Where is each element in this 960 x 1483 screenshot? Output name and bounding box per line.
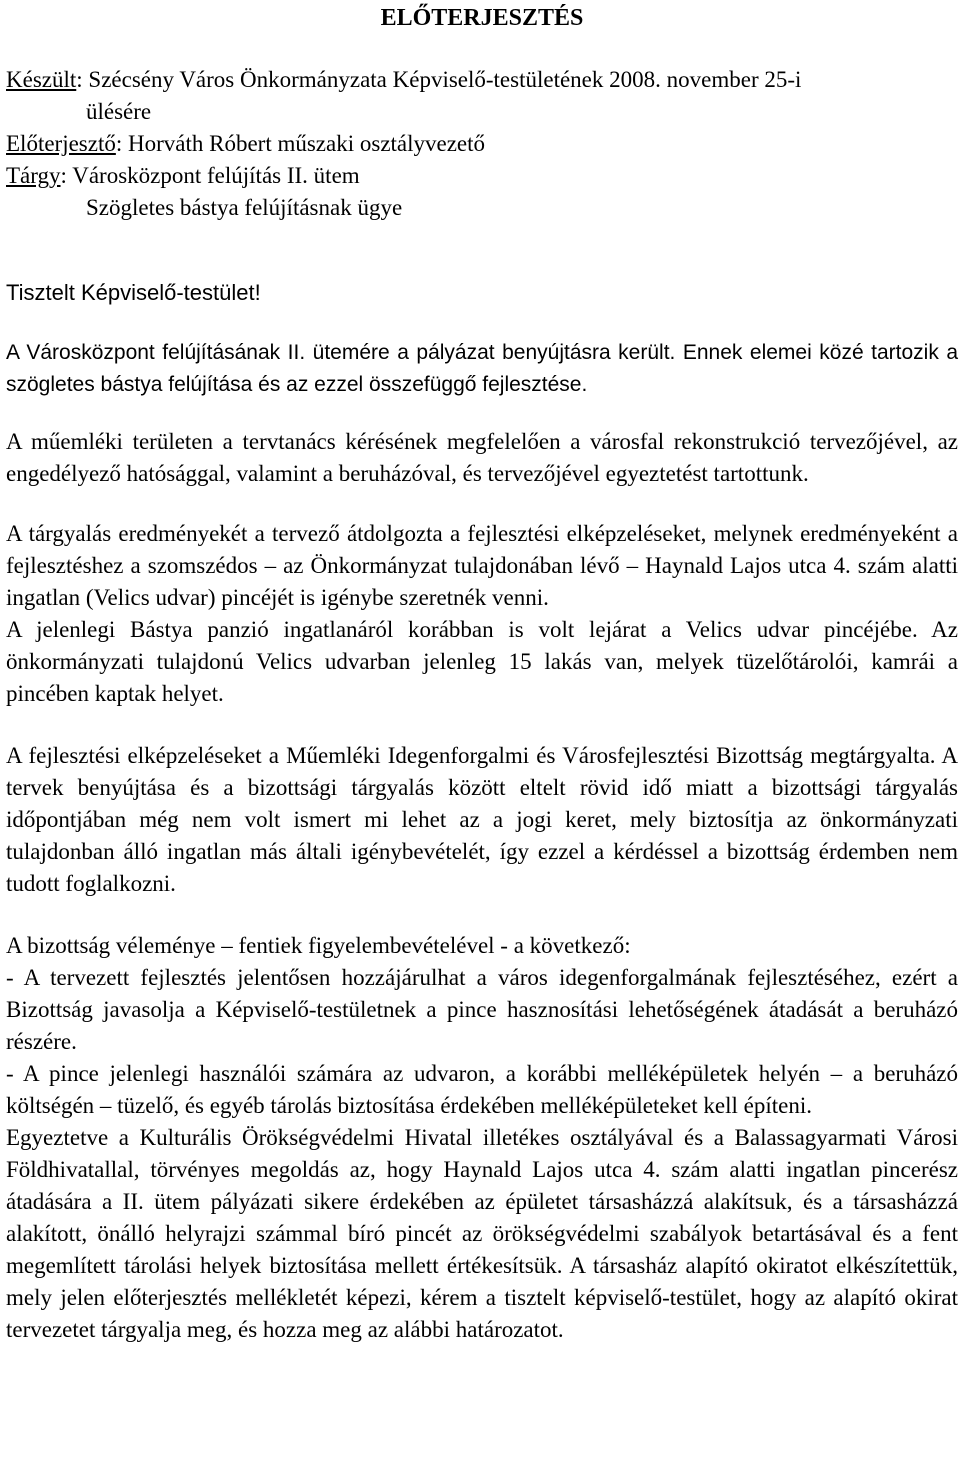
meta-eloterjeszto (6, 128, 958, 160)
paragraph-4: A fejlesztési elképzeléseket a Műemléki Idegenforgalmi és Városfejlesztési Bizottság megtárgyalta. A tervek benyújtása és a bizottsági tárgyalás között eltelt rövid idő miatt a bizottsági tárgyalás időpontjában még nem volt ismert mi lehet az a jogi keret, mely biztosítja az önkormányzati tulajdonban álló ingatlan más általi igénybevételét, így ezzel a kérdéssel a bizottság érdemben nem tudott foglalkozni. (6, 743, 958, 896)
document-title: ELŐTERJESZTÉS (380, 5, 584, 31)
meta-keszult (6, 64, 958, 96)
meta-eloterjeszto-label: Előterjesztő (6, 131, 116, 156)
paragraph-2: A tárgyalás eredményekét a tervező átdolgozta a fejlesztési elképzeléseket, melynek eredményeként a fejlesztéshez a szomszédos – az Önkormányzat tulajdonában lévő – Haynald Lajos utca 4. szám alatti ingatlan (Velics udvar) pincéjét is igénybe szeretnék venni. (6, 521, 958, 610)
document-page (6, 0, 958, 1346)
meta-keszult-label: Készült (6, 67, 77, 92)
meta-targy-cont: Szögletes bástya felújításnak ügye (86, 195, 403, 220)
paragraph-8: Egyeztetve a Kulturális Örökségvédelmi Hivatal illetékes osztályával és a Balassagyarmati Városi Földhivatallal, törvényes megoldás az, hogy Haynald Lajos utca 4. szám alatti ingatlan pincerész átadására a II. ütem pályázati sikere érdekében az épületet társasházzá alakítsuk, és a társasházzá alakított, önálló helyrajzi számmal bíró pincét az örökségvédelmi szabályok betartásával és a fent megemlített tárolási helyek biztosítása mellett értékesítsük. A társasház alapító okiratot elkészítettük, mely jelen előterjesztés mellékletét képezi, kérem a tisztelt képviselő-testület, hogy az alapító okirat tervezetet tárgyalja meg, és hozza meg az alábbi határozatot. (6, 1125, 958, 1342)
paragraph-5: A bizottság véleménye – fentiek figyelembevételével - a következő: (6, 933, 631, 958)
meta-keszult-cont: ülésére (86, 99, 152, 124)
meta-eloterjeszto-value: : Horváth Róbert műszaki osztályvezető (115, 131, 486, 156)
meta-keszult-value: : Szécsény Város Önkormányzata Képviselő-testületének 2008. november 25-i (76, 67, 802, 92)
paragraph-1: A műemléki területen a tervtanács kérésének megfelelően a városfal rekonstrukció tervezőjével, az engedélyező hatósággal, valamint a beruházóval, és tervezőjével egyeztetést tartottunk. (6, 429, 958, 486)
paragraph-6: - A tervezett fejlesztés jelentősen hozzájárulhat a város idegenforgalmának fejlesztéséhez, ezért a Bizottság javasolja a Képviselő-testületnek a pince hasznosítási lehetőségének átadását a beruházó részére. (6, 965, 958, 1054)
paragraph-3: A jelenlegi Bástya panzió ingatlanáról korábban is volt lejárat a Velics udvar pincéjébe. Az önkormányzati tulajdonú Velics udvarban jelenleg 15 lakás van, melyek tüzelőtárolói, kamrái a pincében kaptak helyet. (6, 617, 958, 706)
meta-targy (6, 160, 958, 192)
paragraph-7: - A pince jelenlegi használói számára az udvaron, a korábbi melléképületek helyén – a beruházó költségén – tüzelő, és egyéb tárolás biztosítása érdekében melléképületeket kell építeni. (6, 1061, 958, 1118)
salutation: Tisztelt Képviselő-testület! (6, 280, 261, 305)
meta-targy-value: : Városközpont felújítás II. ütem (60, 163, 360, 188)
intro-paragraph: A Városközpont felújításának II. ütemére a pályázat benyújtásra került. Ennek elemei közé tartozik a szögletes bástya felújítása és az ezzel összefüggő fejlesztése. (6, 341, 958, 396)
document-meta (6, 64, 958, 224)
meta-targy-label: Tárgy (6, 163, 61, 188)
